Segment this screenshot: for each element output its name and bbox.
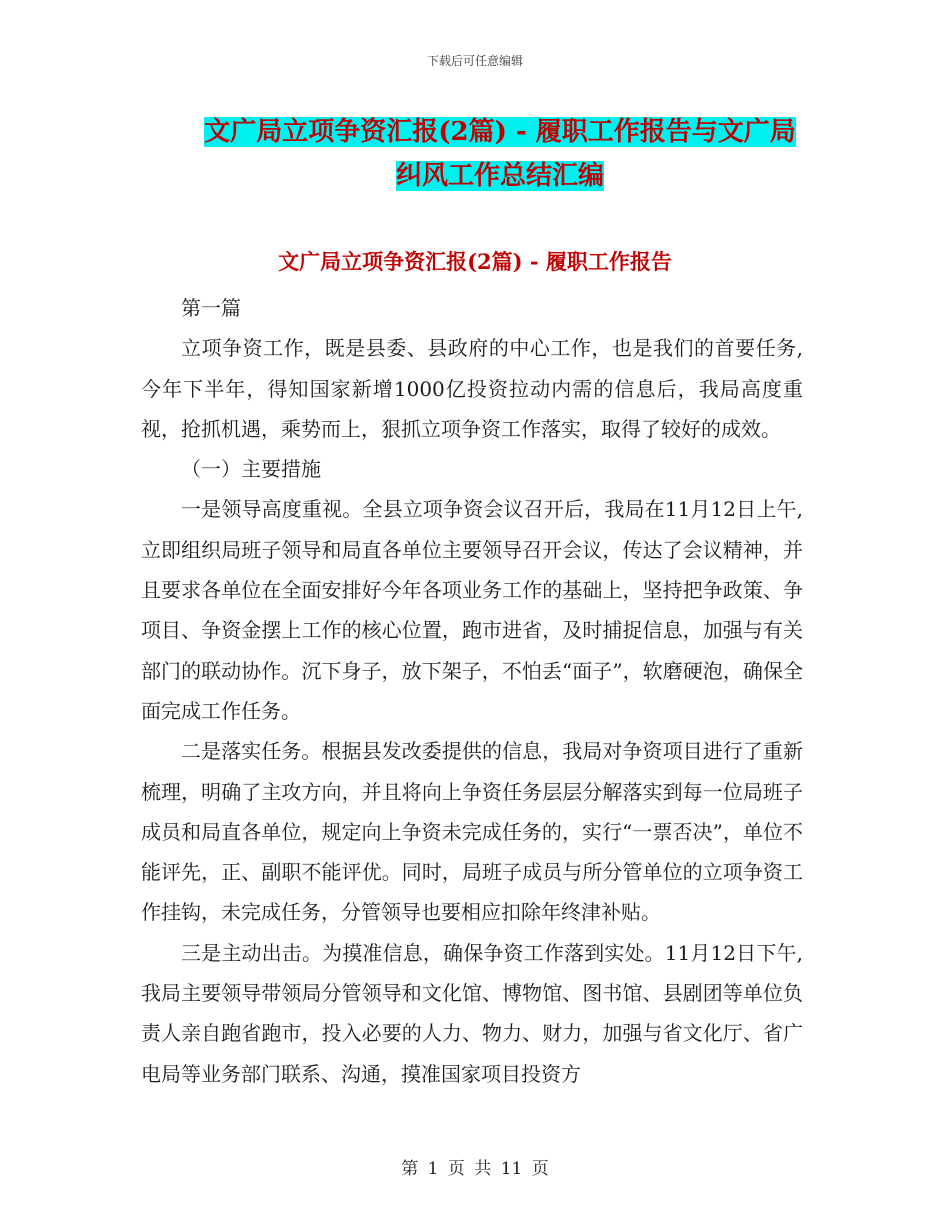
- page-header-note: 下载后可任意编辑: [426, 54, 523, 68]
- page-number-footer: 第 1 页 共 11 页: [401, 1159, 549, 1179]
- paragraph-heading-measures: （一）主要措施: [181, 457, 321, 482]
- document-title: [140, 110, 860, 198]
- paragraph-measure-3: 三是主动出击。为摸准信息，确保争资工作落到实处。11月12日下午,我局主要领导带领局分管领导和文化馆、博物馆、图书馆、县剧团等单位负责人亲自跑省跑市，投入必要的人力、物力、财力，加强与省文化厅、省广电局等业务部门联系、沟通，摸准国家项目投资方: [141, 940, 803, 1086]
- paragraph-measure-2: 二是落实任务。根据县发改委提供的信息，我局对争资项目进行了重新梳理，明确了主攻方向，并且将向上争资任务层层分解落实到每一位局班子成员和局直各单位，规定向上争资未完成任务的，实行“一票否决”，单位不能评先，正、副职不能评优。同时，局班子成员与所分管单位的立项争资工作挂钩，未完成任务，分管领导也要相应扣除年终津补贴。: [141, 739, 803, 925]
- section-title: 文广局立项争资汇报(2篇) - 履职工作报告: [278, 249, 672, 274]
- document-body: [141, 288, 803, 1094]
- paragraph-part-label: 第一篇: [181, 296, 241, 320]
- document-title-line-2: 纠风工作总结汇编: [395, 161, 604, 191]
- paragraph-intro: 立项争资工作，既是县委、县政府的中心工作，也是我们的首要任务,今年下半年，得知国家新增1000亿投资拉动内需的信息后，我局高度重视，抢抓机遇，乘势而上，狠抓立项争资工作落实，取得了较好的成效。: [141, 336, 803, 441]
- document-title-line-1: 文广局立项争资汇报(2篇) - 履职工作报告与文广局: [204, 117, 796, 147]
- paragraph-measure-1: 一是领导高度重视。全县立项争资会议召开后，我局在11月12日上午,立即组织局班子领导和局直各单位主要领导召开会议，传达了会议精神，并且要求各单位在全面安排好今年各项业务工作的基础上，坚持把争政策、争项目、争资金摆上工作的核心位置，跑市进省，及时捕捉信息，加强与有关部门的联动协作。沉下身子，放下架子，不怕丢“面子”，软磨硬泡，确保全面完成工作任务。: [141, 497, 803, 723]
